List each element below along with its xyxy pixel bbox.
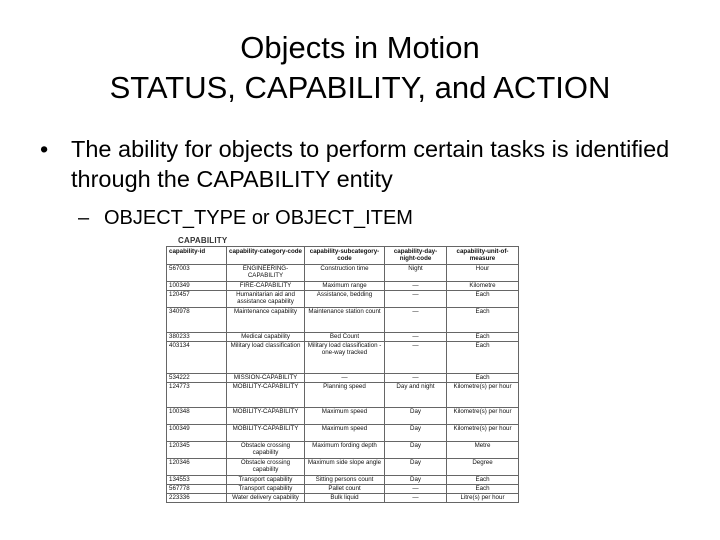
table-cell: Bulk liquid: [305, 494, 385, 503]
table-cell: Day and night: [385, 383, 447, 408]
table-cell: Maximum fording depth: [305, 442, 385, 459]
table-cell: Each: [447, 333, 519, 342]
capability-table: [166, 246, 519, 503]
table-cell: Hour: [447, 265, 519, 282]
table-cell: Degree: [447, 459, 519, 476]
slide-title: [0, 28, 720, 108]
table-cell: 403134: [167, 342, 227, 374]
table-cell: Each: [447, 485, 519, 494]
table-cell: ENGINEERING-CAPABILITY: [227, 265, 305, 282]
table-cell: 100349: [167, 282, 227, 291]
table-cell: 100349: [167, 425, 227, 442]
table-cell: Each: [447, 476, 519, 485]
table-cell: Obstacle crossing capability: [227, 442, 305, 459]
table-cell: 124773: [167, 383, 227, 408]
table-cell: 223336: [167, 494, 227, 503]
table-row: [167, 408, 519, 425]
table-cell: Each: [447, 342, 519, 374]
table-row: [167, 342, 519, 374]
table-cell: 340978: [167, 308, 227, 333]
table-cell: Day: [385, 408, 447, 425]
table-cell: Maximum range: [305, 282, 385, 291]
table-row: [167, 485, 519, 494]
table-row: [167, 383, 519, 408]
table-cell: Night: [385, 265, 447, 282]
header-cell: capability-unit-of-measure: [447, 247, 519, 265]
table-cell: —: [385, 308, 447, 333]
table-cell: —: [385, 282, 447, 291]
table-cell: Kilometre(s) per hour: [447, 383, 519, 408]
table-cell: Day: [385, 442, 447, 459]
table-cell: Maximum speed: [305, 408, 385, 425]
table-row: [167, 265, 519, 282]
table-cell: —: [385, 374, 447, 383]
table-cell: Planning speed: [305, 383, 385, 408]
table-cell: Transport capability: [227, 485, 305, 494]
table-cell: Maintenance station count: [305, 308, 385, 333]
table-row: [167, 333, 519, 342]
table-cell: Maximum side slope angle: [305, 459, 385, 476]
table-cell: —: [385, 494, 447, 503]
table-cell: —: [385, 291, 447, 308]
table-cell: —: [305, 374, 385, 383]
capability-table-figure: [166, 236, 518, 503]
table-cell: Military load classification: [227, 342, 305, 374]
table-cell: Kilometre(s) per hour: [447, 408, 519, 425]
header-cell: capability-day-night-code: [385, 247, 447, 265]
title-line-2: STATUS, CAPABILITY, and ACTION: [109, 70, 611, 105]
table-cell: MOBILITY-CAPABILITY: [227, 425, 305, 442]
sub-bullet-marker: –: [78, 207, 90, 229]
table-cell: Transport capability: [227, 476, 305, 485]
table-row: [167, 282, 519, 291]
table-cell: Kilometre(s) per hour: [447, 425, 519, 442]
table-row: [167, 494, 519, 503]
table-cell: —: [385, 485, 447, 494]
header-cell: capability-category-code: [227, 247, 305, 265]
table-row: [167, 425, 519, 442]
table-cell: Kilometre: [447, 282, 519, 291]
table-cell: Humanitarian aid and assistance capability: [227, 291, 305, 308]
table-cell: Obstacle crossing capability: [227, 459, 305, 476]
table-cell: Medical capability: [227, 333, 305, 342]
table-cell: —: [385, 342, 447, 374]
table-cell: MOBILITY-CAPABILITY: [227, 383, 305, 408]
table-row: [167, 476, 519, 485]
table-cell: Construction time: [305, 265, 385, 282]
table-cell: FIRE-CAPABILITY: [227, 282, 305, 291]
table-cell: —: [385, 333, 447, 342]
table-row: [167, 374, 519, 383]
table-cell: 380233: [167, 333, 227, 342]
table-cell: 567003: [167, 265, 227, 282]
bullet-marker: •: [40, 136, 49, 162]
table-cell: 134553: [167, 476, 227, 485]
table-cell: MOBILITY-CAPABILITY: [227, 408, 305, 425]
header-cell: capability-id: [167, 247, 227, 265]
table-cell: Pallet count: [305, 485, 385, 494]
table-cell: 120457: [167, 291, 227, 308]
table-cell: 534222: [167, 374, 227, 383]
table-cell: Metre: [447, 442, 519, 459]
table-cell: Each: [447, 291, 519, 308]
table-header-row: [167, 247, 519, 265]
table-cell: 567778: [167, 485, 227, 494]
table-cell: Litre(s) per hour: [447, 494, 519, 503]
sub-bullet-text: OBJECT_TYPE or OBJECT_ITEM: [104, 207, 413, 229]
table-cell: Day: [385, 476, 447, 485]
table-cell: Bed Count: [305, 333, 385, 342]
table-cell: 120345: [167, 442, 227, 459]
table-cell: Water delivery capability: [227, 494, 305, 503]
table-row: [167, 308, 519, 333]
table-cell: Each: [447, 374, 519, 383]
title-line-1: Objects in Motion: [240, 30, 480, 65]
table-cell: 100348: [167, 408, 227, 425]
table-cell: 120346: [167, 459, 227, 476]
bullet-text: The ability for objects to perform certain tasks is identified through the CAPABILITY entity: [71, 136, 670, 192]
table-cell: Day: [385, 425, 447, 442]
table-row: [167, 459, 519, 476]
header-cell: capability-subcategory-code: [305, 247, 385, 265]
table-cell: Assistance, bedding: [305, 291, 385, 308]
entity-name-label: CAPABILITY: [178, 236, 228, 245]
table-cell: MISSION-CAPABILITY: [227, 374, 305, 383]
table-cell: Sitting persons count: [305, 476, 385, 485]
table-cell: Military load classification - one-way tracked: [305, 342, 385, 374]
table-row: [167, 291, 519, 308]
table-cell: Maintenance capability: [227, 308, 305, 333]
table-cell: Day: [385, 459, 447, 476]
table-row: [167, 442, 519, 459]
table-cell: Each: [447, 308, 519, 333]
table-cell: Maximum speed: [305, 425, 385, 442]
